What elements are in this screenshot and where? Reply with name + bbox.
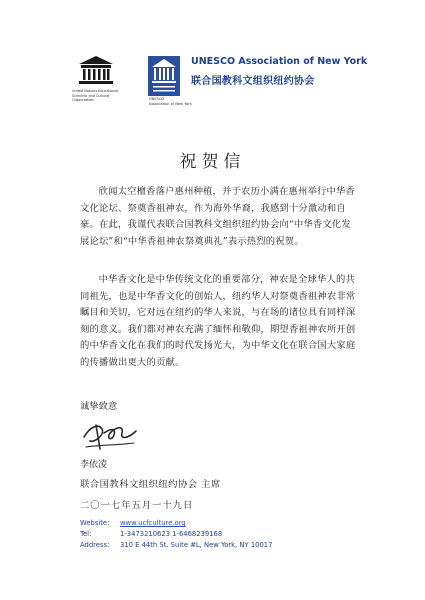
- contact-website-row: [80, 519, 186, 527]
- address-value: 310 E 44th St. Suite #L, New York, NY 10017: [120, 541, 273, 549]
- letter-title: 祝贺信: [179, 152, 246, 172]
- signer-title: 联合国教科文组织纽约协会 主席: [80, 479, 221, 490]
- logo2-caption-line2: Association of New York: [149, 101, 192, 106]
- logo2-caption-line1: UNESCO: [149, 97, 165, 101]
- signer-name: 李依凌: [80, 460, 108, 470]
- unesco-temple-logo-icon: [78, 55, 114, 85]
- tel-value: 1-3473210623 1-6468239168: [120, 530, 223, 538]
- closing-phrase: 诚挚致意: [80, 401, 118, 412]
- org-name-chinese: 联合国教科文组织纽约协会: [191, 76, 315, 87]
- letterhead: [0, 0, 425, 125]
- address-label: Address:: [80, 541, 110, 549]
- letter-paragraph-2: 中华香文化是中华传统文化的重要部分，神农是全球华人的共同祖先，也是中华香文化的创始人，纽约华人对祭奠香祖神农非常瞩目和关切，它对远在纽约的华人来说，与在场的诸位具有同样深刻的意义。我们都对神农充满了缅怀和敬仰，期望香祖神农所开创的中华香文化在我们的时代发扬光大，为中华文化在联合国大家庭的传播做出更大的贡献。: [80, 274, 356, 368]
- contact-address-row: [80, 541, 272, 549]
- contact-tel-row: [80, 530, 222, 538]
- letter-paragraph-1: 欣闻太空檀香落户惠州种植，并于农历小满在惠州举行中华香文化论坛、祭奠香祖神农，作为海外华裔，我感到十分激动和自豪。在此，我谨代表联合国教科文组织纽约协会向“中华香文化发展论坛”和“中华香祖神农祭奠典礼”表示热烈的祝贺。: [80, 186, 356, 247]
- tel-label: Tel:: [80, 530, 92, 538]
- handwritten-signature: [80, 415, 140, 455]
- website-label: Website:: [80, 519, 110, 527]
- website-link[interactable]: www.ucfculture.org: [120, 519, 186, 527]
- logo2-caption: [149, 97, 209, 106]
- unesco-ny-logo-icon: [148, 56, 180, 96]
- letter-date: 二〇一七年五月一十九日: [80, 500, 194, 511]
- logo1-caption: United Nations Educational, Scientific and Cultural Organization: [72, 89, 120, 102]
- org-name-english: UNESCO Association of New York: [191, 56, 368, 67]
